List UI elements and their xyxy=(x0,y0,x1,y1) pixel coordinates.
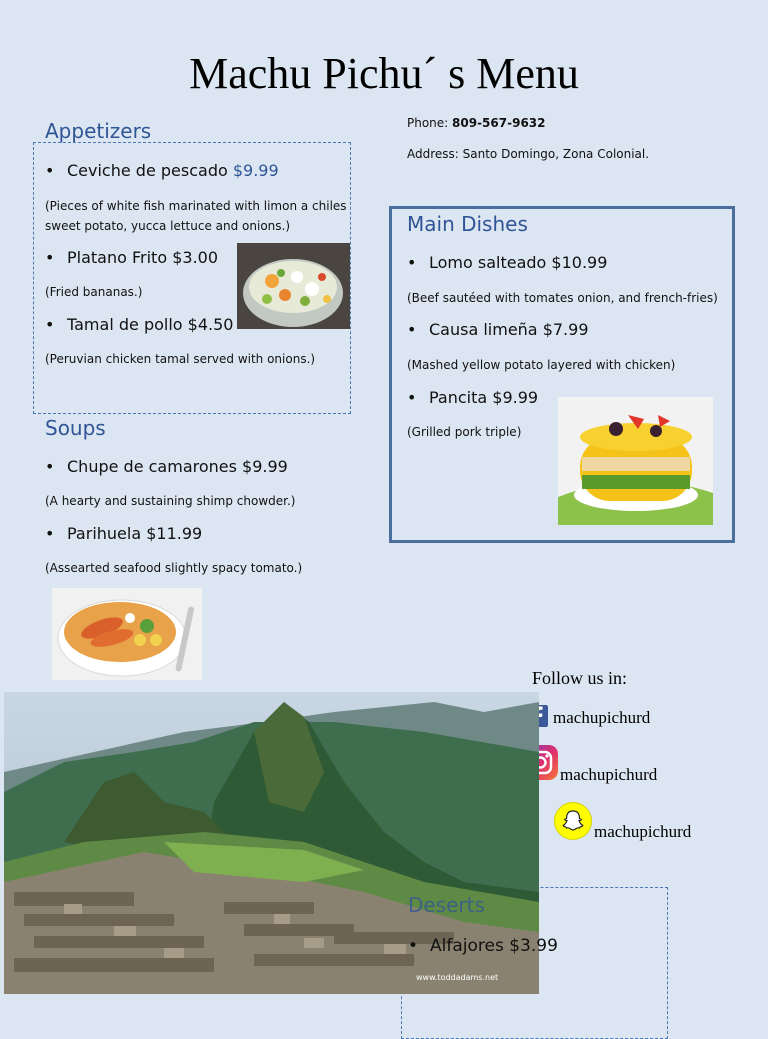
page-title: Machu Pichu´ s Menu xyxy=(189,49,579,98)
snapchat-icon[interactable] xyxy=(554,802,592,840)
bullet: • xyxy=(407,253,417,272)
item-name: Lomo salteado $10.99 xyxy=(429,253,608,272)
item-description: (Fried bananas.) xyxy=(45,285,143,299)
appetizers-heading: Appetizers xyxy=(45,119,152,143)
main-dish-item xyxy=(407,388,538,407)
phone-label: Phone: xyxy=(407,116,453,130)
item-description: (Beef sautéed with tomates onion, and french-fries) xyxy=(407,291,718,305)
dessert-item xyxy=(408,936,558,956)
item-name: Pancita $9.99 xyxy=(429,388,539,407)
phone-line xyxy=(407,116,546,130)
item-description: (Grilled pork triple) xyxy=(407,425,522,439)
main-dish-item xyxy=(407,320,589,339)
main-dish-item xyxy=(407,253,607,272)
bullet: • xyxy=(45,524,55,543)
chowder-photo xyxy=(52,588,202,680)
follow-label: Follow us in: xyxy=(532,668,628,688)
item-name: Parihuela $11.99 xyxy=(67,524,203,543)
desserts-heading: Deserts xyxy=(408,893,485,917)
bullet: • xyxy=(45,315,55,334)
appetizer-item xyxy=(45,315,233,334)
item-price: $9.99 xyxy=(232,161,279,180)
item-description: (Peruvian chicken tamal served with onions.) xyxy=(45,352,316,366)
phone-number: 809-567-9632 xyxy=(452,116,546,130)
photo-watermark: www.toddadams.net xyxy=(416,973,499,982)
snapchat-handle[interactable]: machupichurd xyxy=(594,822,692,841)
address-line: Address: Santo Domingo, Zona Colonial. xyxy=(407,147,650,161)
item-name: Platano Frito $3.00 xyxy=(67,248,219,267)
item-name: Ceviche de pescado xyxy=(67,161,233,180)
bullet: • xyxy=(408,936,419,956)
facebook-handle[interactable]: machupichurd xyxy=(553,708,651,727)
main-dishes-heading: Main Dishes xyxy=(407,212,528,236)
bullet: • xyxy=(45,457,55,476)
appetizer-item xyxy=(45,248,218,267)
item-description: (Mashed yellow potato layered with chicken) xyxy=(407,358,676,372)
item-description: (A hearty and sustaining shimp chowder.) xyxy=(45,494,296,508)
bullet: • xyxy=(407,320,417,339)
ceviche-photo xyxy=(237,243,350,329)
soups-heading: Soups xyxy=(45,416,106,440)
item-name: Causa limeña $7.99 xyxy=(429,320,589,339)
item-description: (Assearted seafood slightly spacy tomato.) xyxy=(45,561,303,575)
item-name: Alfajores $3.99 xyxy=(430,936,558,956)
causa-photo xyxy=(558,397,713,525)
soup-item xyxy=(45,524,202,543)
item-name: Tamal de pollo $4.50 xyxy=(67,315,234,334)
item-name: Chupe de camarones $9.99 xyxy=(67,457,288,476)
soup-item xyxy=(45,457,288,476)
bullet: • xyxy=(45,161,55,180)
bullet: • xyxy=(45,248,55,267)
instagram-handle[interactable]: machupichurd xyxy=(560,765,658,784)
appetizer-item xyxy=(45,161,279,180)
bullet: • xyxy=(407,388,417,407)
item-description: (Pieces of white fish marinated with limon a chiles sweet potato, yucca lettuce and onions.) xyxy=(45,199,347,233)
